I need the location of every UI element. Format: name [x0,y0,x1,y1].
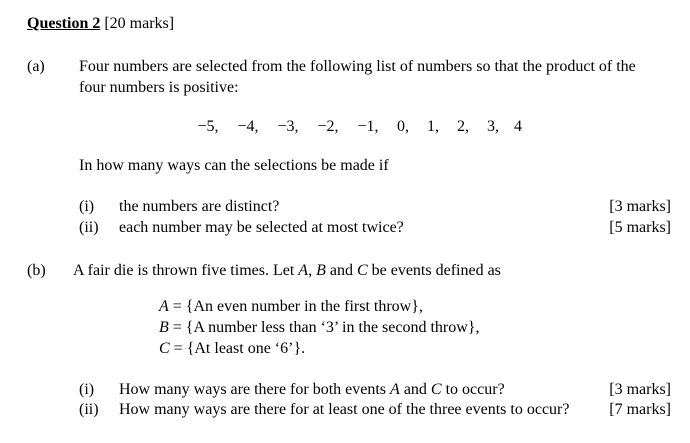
part-a-ii-marks: [5 marks] [609,219,671,236]
question-total-marks: [20 marks] [104,15,175,32]
part-b-ii-label: (ii) [79,401,99,418]
number-item: −3, [277,118,299,135]
number-item: −5, [197,118,219,135]
part-b-ii-marks: [7 marks] [609,401,671,418]
event-c-definition: C = {At least one ‘6’}. [159,340,306,357]
part-b-i-marks: [3 marks] [609,381,671,398]
part-b-intro: A fair die is thrown five times. Let A, B and C be events defined as [73,262,501,279]
part-b-i-label: (i) [79,381,95,398]
part-a-ii-label: (ii) [79,219,99,236]
number-item: 3, [487,118,499,135]
number-item: −1, [357,118,379,135]
number-list [190,119,526,135]
part-b-i-text: How many ways are there for both events A and C to occur? [119,381,505,398]
number-item: 4 [514,118,522,135]
event-b-definition: B = {A number less than ‘3’ in the second throw}, [159,319,480,336]
part-a-ii-text: each number may be selected at most twice? [119,219,404,236]
part-a-i-label: (i) [79,198,95,215]
number-item: 0, [397,118,409,135]
number-item: −2, [317,118,339,135]
number-item: 2, [457,118,469,135]
question-label: Question 2 [27,15,101,32]
question-heading [27,16,174,32]
part-b-ii-text: How many ways are there for at least one of the three events to occur? [119,401,570,418]
part-a-i-text: the numbers are distinct? [119,198,280,215]
part-a-i-marks: [3 marks] [609,198,671,215]
number-item: −4, [237,118,259,135]
part-b-label: (b) [27,262,46,279]
part-a-intro-line2: four numbers is positive: [79,79,239,96]
event-a-definition: A = {An even number in the first throw}, [159,298,423,315]
part-a-label: (a) [27,58,45,75]
part-a-intro-line1: Four numbers are selected from the following list of numbers so that the product of the [79,58,636,75]
number-item: 1, [427,118,439,135]
part-a-prompt: In how many ways can the selections be made if [79,157,389,174]
